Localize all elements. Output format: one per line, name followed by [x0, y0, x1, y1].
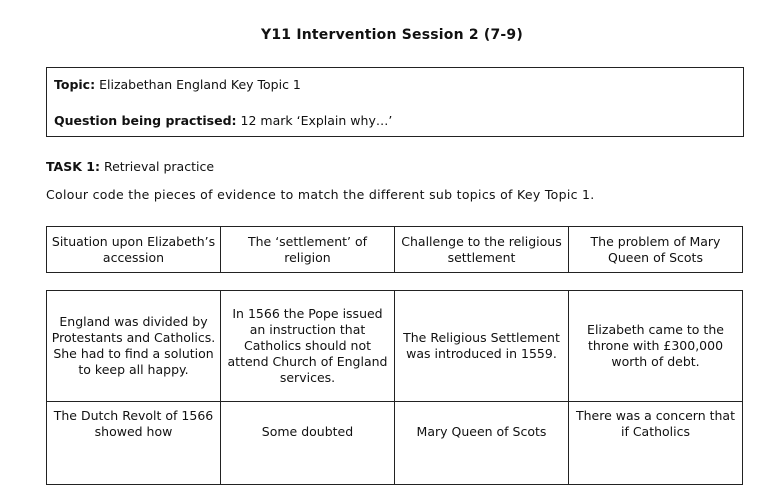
topic-line	[54, 77, 301, 92]
evidence-cell[interactable]: Some doubted	[221, 402, 395, 485]
topic-label: Topic:	[54, 77, 96, 92]
evidence-cell[interactable]: Elizabeth came to the throne with £300,000 worth of debt.	[569, 291, 743, 402]
question-label: Question being practised:	[54, 113, 237, 128]
subtopic-row	[47, 227, 743, 273]
task-value: Retrieval practice	[103, 159, 215, 174]
topic-box	[46, 67, 744, 137]
subtopic-cell: Challenge to the religious settlement	[395, 227, 569, 273]
topic-value: Elizabethan England Key Topic 1	[99, 77, 301, 92]
subtopic-cell: Situation upon Elizabeth’s accession	[47, 227, 221, 273]
evidence-row	[47, 291, 743, 402]
task-instruction: Colour code the pieces of evidence to match the different sub topics of Key Topic 1.	[46, 187, 595, 202]
evidence-row	[47, 402, 743, 485]
evidence-table	[46, 290, 743, 485]
page-title: Y11 Intervention Session 2 (7-9)	[261, 27, 523, 43]
subtopic-table	[46, 226, 743, 273]
task-heading	[46, 159, 214, 174]
evidence-cell[interactable]: England was divided by Protestants and Catholics. She had to find a solution to keep all happy.	[47, 291, 221, 402]
evidence-cell[interactable]: The Dutch Revolt of 1566 showed how	[47, 402, 221, 485]
task-label: TASK 1:	[46, 159, 100, 174]
evidence-cell[interactable]: The Religious Settlement was introduced in 1559.	[395, 291, 569, 402]
subtopic-cell: The problem of Mary Queen of Scots	[569, 227, 743, 273]
evidence-cell[interactable]: In 1566 the Pope issued an instruction that Catholics should not attend Church of England services.	[221, 291, 395, 402]
question-line	[54, 113, 392, 128]
question-value: 12 mark ‘Explain why…’	[240, 113, 393, 128]
evidence-cell[interactable]: Mary Queen of Scots	[395, 402, 569, 485]
evidence-cell[interactable]: There was a concern that if Catholics	[569, 402, 743, 485]
subtopic-cell: The ‘settlement’ of religion	[221, 227, 395, 273]
